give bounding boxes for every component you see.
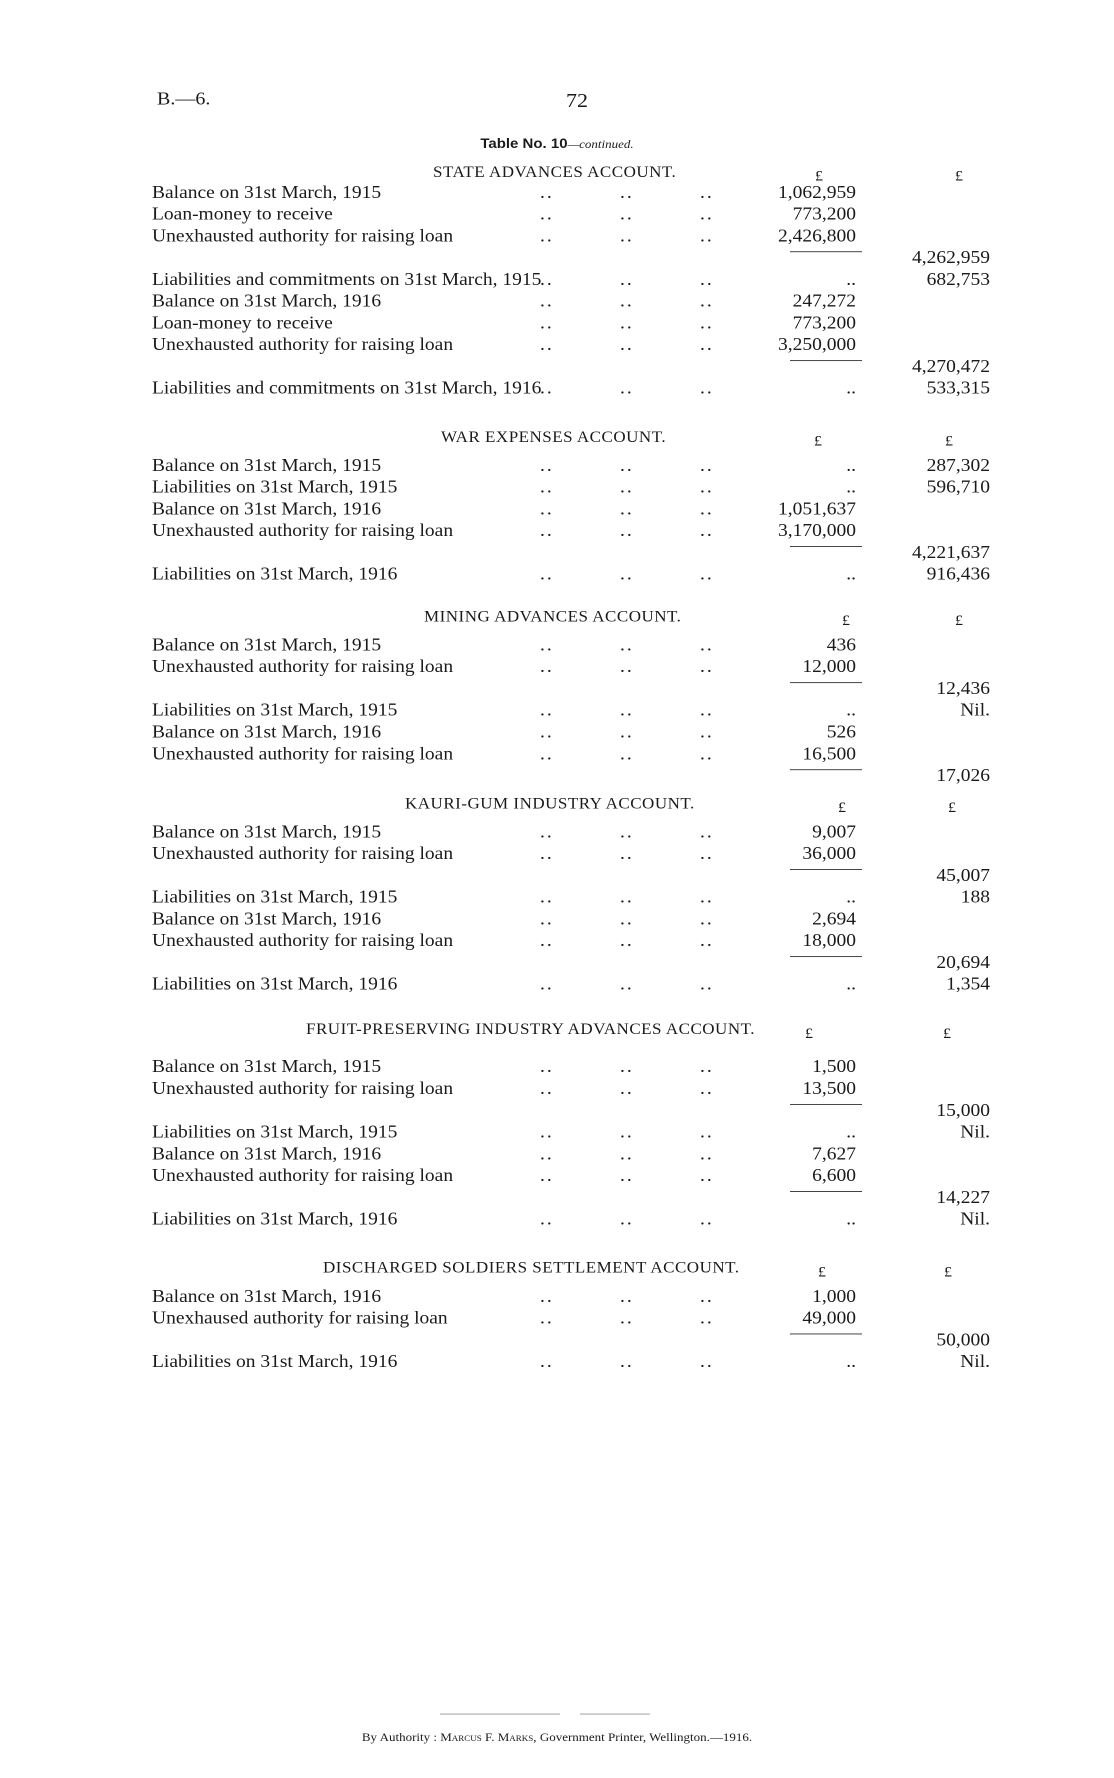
pound-symbol-column-2: £ bbox=[948, 800, 956, 816]
table-row bbox=[0, 499, 1114, 521]
leader-dot: .. bbox=[700, 226, 714, 246]
table-row bbox=[0, 635, 1114, 657]
amount-column-2: Nil. bbox=[960, 1123, 990, 1143]
row-label: Liabilities on 31st March, 1916 bbox=[152, 975, 398, 995]
amount-column-2: 682,753 bbox=[926, 270, 990, 290]
leader-dot: .. bbox=[700, 1144, 714, 1164]
pound-symbol-column-1: £ bbox=[805, 1025, 813, 1042]
leader-dot: .. bbox=[540, 888, 554, 908]
table-row bbox=[0, 291, 1114, 313]
table-row bbox=[0, 226, 1114, 248]
amount-column-1: 3,170,000 bbox=[778, 521, 856, 541]
leader-dot: .. bbox=[620, 1144, 634, 1164]
leader-dot: .. bbox=[620, 1166, 634, 1186]
table-row bbox=[0, 1187, 1114, 1209]
amount-column-1: 2,694 bbox=[812, 909, 856, 929]
table-row bbox=[0, 1144, 1114, 1166]
table-row bbox=[0, 974, 1114, 996]
amount-column-2: 45,007 bbox=[936, 866, 990, 886]
leader-dot: .. bbox=[540, 1123, 554, 1143]
pound-symbol-column-1: £ bbox=[818, 1264, 826, 1280]
leader-dot: .. bbox=[700, 844, 714, 864]
amount-column-2: 916,436 bbox=[926, 565, 990, 585]
amount-column-1: 1,051,637 bbox=[778, 499, 856, 519]
amount-column-1: 3,250,000 bbox=[778, 335, 856, 355]
row-label: Loan-money to receive bbox=[152, 205, 333, 225]
table-row bbox=[0, 248, 1114, 270]
leader-dot: .. bbox=[700, 722, 714, 743]
table-row bbox=[0, 204, 1114, 226]
footer-rule-left bbox=[440, 1714, 560, 1715]
amount-column-1: .. bbox=[846, 1210, 856, 1230]
leader-dot: .. bbox=[540, 183, 554, 203]
leader-dot: .. bbox=[700, 565, 714, 585]
amount-column-2: 14,227 bbox=[936, 1188, 990, 1208]
table-row bbox=[0, 1079, 1114, 1101]
leader-dot: .. bbox=[620, 521, 634, 541]
leader-dot: .. bbox=[620, 722, 634, 743]
amount-column-2: 4,221,637 bbox=[912, 543, 990, 563]
printer-imprint bbox=[0, 1730, 1114, 1745]
leader-dot: .. bbox=[700, 701, 714, 721]
amount-column-2: 17,026 bbox=[936, 766, 990, 786]
table-row bbox=[0, 1166, 1114, 1188]
leader-dot: .. bbox=[700, 205, 714, 225]
amount-column-2: 15,000 bbox=[936, 1101, 990, 1121]
section-title: WAR EXPENSES ACCOUNT. bbox=[441, 428, 667, 446]
table-row bbox=[0, 744, 1114, 766]
amount-column-1: 13,500 bbox=[802, 1079, 856, 1099]
leader-dot: .. bbox=[540, 744, 554, 764]
leader-dot: .. bbox=[620, 844, 634, 864]
leader-dot: .. bbox=[620, 499, 634, 519]
leader-dot: .. bbox=[620, 1123, 634, 1143]
leader-dot: .. bbox=[540, 975, 554, 995]
table-row bbox=[0, 477, 1114, 499]
leader-dot: .. bbox=[700, 1123, 714, 1143]
leader-dot: .. bbox=[700, 456, 714, 476]
leader-dot: .. bbox=[620, 205, 634, 225]
row-label: Unexhausted authority for raising loan bbox=[152, 226, 454, 246]
amount-column-2: Nil. bbox=[960, 1352, 990, 1372]
amount-column-2: 1,354 bbox=[946, 975, 990, 995]
amount-column-1: .. bbox=[846, 1352, 856, 1372]
leader-dot: .. bbox=[540, 909, 554, 929]
leader-dot: .. bbox=[700, 379, 714, 399]
table-row bbox=[0, 1330, 1114, 1352]
leader-dot: .. bbox=[700, 888, 714, 908]
amount-column-1: 1,062,959 bbox=[778, 183, 856, 203]
amount-column-1: .. bbox=[846, 975, 856, 995]
amount-column-1: 773,200 bbox=[792, 313, 856, 333]
row-label: Liabilities on 31st March, 1915 bbox=[152, 888, 398, 908]
leader-dot: .. bbox=[540, 657, 554, 677]
table-row bbox=[0, 455, 1114, 477]
leader-dot: .. bbox=[540, 701, 554, 721]
table-row bbox=[0, 269, 1114, 291]
leader-dot: .. bbox=[540, 292, 554, 312]
row-label: Liabilities on 31st March, 1915 bbox=[152, 1123, 398, 1143]
leader-dot: .. bbox=[620, 1352, 634, 1372]
table-row bbox=[0, 722, 1114, 744]
table-row bbox=[0, 865, 1114, 887]
row-label: Balance on 31st March, 1915 bbox=[152, 183, 382, 203]
leader-dot: .. bbox=[620, 456, 634, 476]
leader-dot: .. bbox=[540, 379, 554, 399]
amount-column-1: .. bbox=[846, 478, 856, 498]
leader-dot: .. bbox=[620, 226, 634, 246]
table-row bbox=[0, 1122, 1114, 1144]
leader-dot: .. bbox=[700, 183, 714, 203]
leader-dot: .. bbox=[540, 270, 554, 290]
leader-dot: .. bbox=[700, 1352, 714, 1372]
leader-dot: .. bbox=[540, 931, 554, 951]
section-title: MINING ADVANCES ACCOUNT. bbox=[424, 607, 682, 626]
leader-dot: .. bbox=[620, 270, 634, 290]
amount-column-2: 188 bbox=[960, 888, 990, 908]
leader-dot: .. bbox=[540, 335, 554, 355]
pound-symbol-column-2: £ bbox=[955, 168, 963, 185]
amount-column-2: Nil. bbox=[960, 701, 990, 721]
leader-dot: .. bbox=[540, 565, 554, 585]
row-label: Balance on 31st March, 1916 bbox=[152, 292, 382, 312]
page-number: 72 bbox=[566, 88, 588, 112]
leader-dot: .. bbox=[620, 565, 634, 585]
leader-dot: .. bbox=[540, 478, 554, 498]
table-row bbox=[0, 357, 1114, 379]
imprint-printer: Marcus F. Marks, bbox=[440, 1729, 537, 1744]
leader-dot: .. bbox=[620, 1079, 634, 1099]
amount-column-1: .. bbox=[846, 701, 856, 721]
row-label: Unexhausted authority for raising loan bbox=[152, 335, 454, 355]
leader-dot: .. bbox=[700, 478, 714, 498]
row-label: Balance on 31st March, 1915 bbox=[152, 822, 382, 842]
section-title: STATE ADVANCES ACCOUNT. bbox=[433, 163, 677, 181]
row-label: Balance on 31st March, 1915 bbox=[152, 456, 382, 476]
amount-column-1: 1,500 bbox=[812, 1057, 856, 1077]
amount-column-1: 6,600 bbox=[812, 1166, 856, 1186]
leader-dot: .. bbox=[620, 822, 634, 842]
table-caption-prefix: Table No. 10 bbox=[480, 136, 568, 152]
table-row bbox=[0, 887, 1114, 909]
leader-dot: .. bbox=[540, 521, 554, 541]
leader-dot: .. bbox=[540, 313, 554, 333]
leader-dot: .. bbox=[620, 909, 634, 929]
table-row bbox=[0, 335, 1114, 357]
table-row bbox=[0, 1308, 1114, 1330]
amount-column-1: .. bbox=[846, 270, 856, 290]
amount-column-1: .. bbox=[846, 565, 856, 585]
row-label: Unexhausted authority for raising loan bbox=[152, 744, 454, 764]
amount-column-1: 1,000 bbox=[812, 1287, 856, 1307]
leader-dot: .. bbox=[620, 1210, 634, 1230]
amount-column-1: 12,000 bbox=[802, 657, 856, 677]
leader-dot: .. bbox=[540, 1166, 554, 1186]
amount-column-1: 2,426,800 bbox=[778, 226, 856, 246]
amount-column-1: 9,007 bbox=[812, 822, 856, 842]
imprint-prefix: By Authority : bbox=[361, 1729, 437, 1744]
leader-dot: .. bbox=[540, 1352, 554, 1372]
leader-dot: .. bbox=[700, 931, 714, 951]
amount-column-2: 50,000 bbox=[936, 1330, 990, 1350]
amount-column-2: 533,315 bbox=[926, 379, 990, 399]
table-row bbox=[0, 822, 1114, 844]
pound-symbol-column-2: £ bbox=[945, 433, 953, 450]
pound-symbol-column-1: £ bbox=[842, 613, 850, 629]
leader-dot: .. bbox=[620, 635, 634, 655]
leader-dot: .. bbox=[620, 1057, 634, 1077]
leader-dot: .. bbox=[700, 822, 714, 842]
leader-dot: .. bbox=[700, 1166, 714, 1186]
row-label: Liabilities on 31st March, 1915 bbox=[152, 478, 398, 498]
leader-dot: .. bbox=[540, 822, 554, 842]
leader-dot: .. bbox=[700, 909, 714, 929]
amount-column-1: 247,272 bbox=[792, 292, 856, 312]
table-row bbox=[0, 521, 1114, 543]
table-row bbox=[0, 679, 1114, 701]
table-row bbox=[0, 182, 1114, 204]
leader-dot: .. bbox=[620, 379, 634, 399]
amount-column-2: 596,710 bbox=[926, 478, 990, 498]
amount-column-1: 16,500 bbox=[802, 744, 856, 764]
row-label: Balance on 31st March, 1916 bbox=[152, 1144, 382, 1164]
leader-dot: .. bbox=[700, 657, 714, 677]
leader-dot: .. bbox=[540, 226, 554, 246]
section-title: DISCHARGED SOLDIERS SETTLEMENT ACCOUNT. bbox=[323, 1259, 740, 1277]
amount-column-1: 36,000 bbox=[802, 844, 856, 864]
leader-dot: .. bbox=[700, 499, 714, 519]
amount-column-1: .. bbox=[846, 379, 856, 399]
leader-dot: .. bbox=[540, 1210, 554, 1230]
leader-dot: .. bbox=[540, 722, 554, 743]
row-label: Unexhausted authority for raising loan bbox=[152, 1166, 454, 1186]
amount-column-2: Nil. bbox=[960, 1210, 990, 1230]
table-row bbox=[0, 909, 1114, 931]
row-label: Liabilities on 31st March, 1916 bbox=[152, 1352, 398, 1372]
leader-dot: .. bbox=[700, 744, 714, 764]
leader-dot: .. bbox=[700, 1287, 714, 1307]
document-reference: B.—6. bbox=[157, 88, 211, 109]
leader-dot: .. bbox=[700, 1057, 714, 1077]
table-row bbox=[0, 378, 1114, 400]
leader-dot: .. bbox=[540, 1144, 554, 1164]
row-label: Balance on 31st March, 1915 bbox=[152, 635, 382, 655]
amount-column-1: 7,627 bbox=[812, 1144, 856, 1164]
leader-dot: .. bbox=[540, 844, 554, 864]
leader-dot: .. bbox=[700, 521, 714, 541]
row-label: Unexhaused authority for raising loan bbox=[152, 1309, 448, 1329]
table-caption bbox=[0, 136, 1114, 151]
table-row bbox=[0, 700, 1114, 722]
row-label: Balance on 31st March, 1916 bbox=[152, 722, 382, 743]
table-row bbox=[0, 1100, 1114, 1122]
leader-dot: .. bbox=[700, 1210, 714, 1230]
table-row bbox=[0, 766, 1114, 788]
table-caption-suffix: —continued. bbox=[567, 136, 634, 151]
leader-dot: .. bbox=[540, 1079, 554, 1099]
amount-column-1: .. bbox=[846, 888, 856, 908]
leader-dot: .. bbox=[700, 1079, 714, 1099]
leader-dot: .. bbox=[700, 313, 714, 333]
footer-rule-right bbox=[580, 1714, 650, 1715]
leader-dot: .. bbox=[620, 931, 634, 951]
amount-column-1: 436 bbox=[826, 635, 856, 655]
leader-dot: .. bbox=[700, 975, 714, 995]
imprint-suffix: Government Printer, Wellington.—1916. bbox=[539, 1729, 753, 1744]
amount-column-1: .. bbox=[846, 1123, 856, 1143]
row-label: Balance on 31st March, 1916 bbox=[152, 1287, 382, 1307]
row-label: Unexhausted authority for raising loan bbox=[152, 1079, 454, 1099]
leader-dot: .. bbox=[620, 975, 634, 995]
leader-dot: .. bbox=[540, 1287, 554, 1307]
leader-dot: .. bbox=[700, 335, 714, 355]
amount-column-2: 4,270,472 bbox=[912, 357, 990, 377]
leader-dot: .. bbox=[620, 478, 634, 498]
leader-dot: .. bbox=[620, 744, 634, 764]
table-row bbox=[0, 1209, 1114, 1231]
pound-symbol-column-2: £ bbox=[955, 613, 963, 629]
table-row bbox=[0, 1352, 1114, 1374]
row-label: Balance on 31st March, 1916 bbox=[152, 909, 382, 929]
amount-column-1: 773,200 bbox=[792, 205, 856, 225]
row-label: Unexhausted authority for raising loan bbox=[152, 657, 454, 677]
pound-symbol-column-2: £ bbox=[944, 1264, 952, 1280]
table-row bbox=[0, 313, 1114, 335]
row-label: Balance on 31st March, 1916 bbox=[152, 499, 382, 519]
row-label: Liabilities on 31st March, 1915 bbox=[152, 701, 398, 721]
leader-dot: .. bbox=[620, 313, 634, 333]
section-title: KAURI-GUM INDUSTRY ACCOUNT. bbox=[405, 794, 695, 812]
pound-symbol-column-2: £ bbox=[943, 1025, 951, 1042]
leader-dot: .. bbox=[620, 657, 634, 677]
row-label: Loan-money to receive bbox=[152, 313, 333, 333]
leader-dot: .. bbox=[620, 183, 634, 203]
amount-column-1: 18,000 bbox=[802, 931, 856, 951]
row-label: Unexhausted authority for raising loan bbox=[152, 844, 454, 864]
leader-dot: .. bbox=[700, 292, 714, 312]
row-label: Liabilities and commitments on 31st March, 1916 bbox=[152, 379, 542, 399]
leader-dot: .. bbox=[540, 456, 554, 476]
leader-dot: .. bbox=[620, 292, 634, 312]
row-label: Unexhausted authority for raising loan bbox=[152, 931, 454, 951]
leader-dot: .. bbox=[700, 1309, 714, 1329]
table-row bbox=[0, 657, 1114, 679]
table-row bbox=[0, 1057, 1114, 1079]
leader-dot: .. bbox=[620, 888, 634, 908]
leader-dot: .. bbox=[620, 335, 634, 355]
amount-column-1: 49,000 bbox=[802, 1309, 856, 1329]
table-row bbox=[0, 542, 1114, 564]
table-row bbox=[0, 1286, 1114, 1308]
row-label: Liabilities on 31st March, 1916 bbox=[152, 565, 398, 585]
section-title: FRUIT-PRESERVING INDUSTRY ADVANCES ACCOUNT. bbox=[306, 1020, 755, 1038]
row-label: Balance on 31st March, 1915 bbox=[152, 1057, 382, 1077]
leader-dot: .. bbox=[540, 635, 554, 655]
leader-dot: .. bbox=[700, 270, 714, 290]
pound-symbol-column-1: £ bbox=[838, 800, 846, 816]
amount-column-2: 4,262,959 bbox=[912, 248, 990, 268]
leader-dot: .. bbox=[620, 1287, 634, 1307]
table-row bbox=[0, 564, 1114, 586]
row-label: Liabilities on 31st March, 1916 bbox=[152, 1210, 398, 1230]
amount-column-1: 526 bbox=[826, 722, 856, 743]
amount-column-2: 12,436 bbox=[936, 679, 990, 699]
leader-dot: .. bbox=[620, 1309, 634, 1329]
table-row bbox=[0, 953, 1114, 975]
leader-dot: .. bbox=[540, 205, 554, 225]
leader-dot: .. bbox=[540, 499, 554, 519]
amount-column-1: .. bbox=[846, 456, 856, 476]
leader-dot: .. bbox=[620, 701, 634, 721]
leader-dot: .. bbox=[540, 1309, 554, 1329]
leader-dot: .. bbox=[700, 635, 714, 655]
table-row bbox=[0, 931, 1114, 953]
amount-column-2: 20,694 bbox=[936, 953, 990, 973]
leader-dot: .. bbox=[540, 1057, 554, 1077]
pound-symbol-column-1: £ bbox=[814, 433, 822, 450]
pound-symbol-column-1: £ bbox=[815, 168, 823, 185]
row-label: Liabilities and commitments on 31st March, 1915 bbox=[152, 270, 542, 290]
table-row bbox=[0, 844, 1114, 866]
row-label: Unexhausted authority for raising loan bbox=[152, 521, 454, 541]
amount-column-2: 287,302 bbox=[926, 456, 990, 476]
